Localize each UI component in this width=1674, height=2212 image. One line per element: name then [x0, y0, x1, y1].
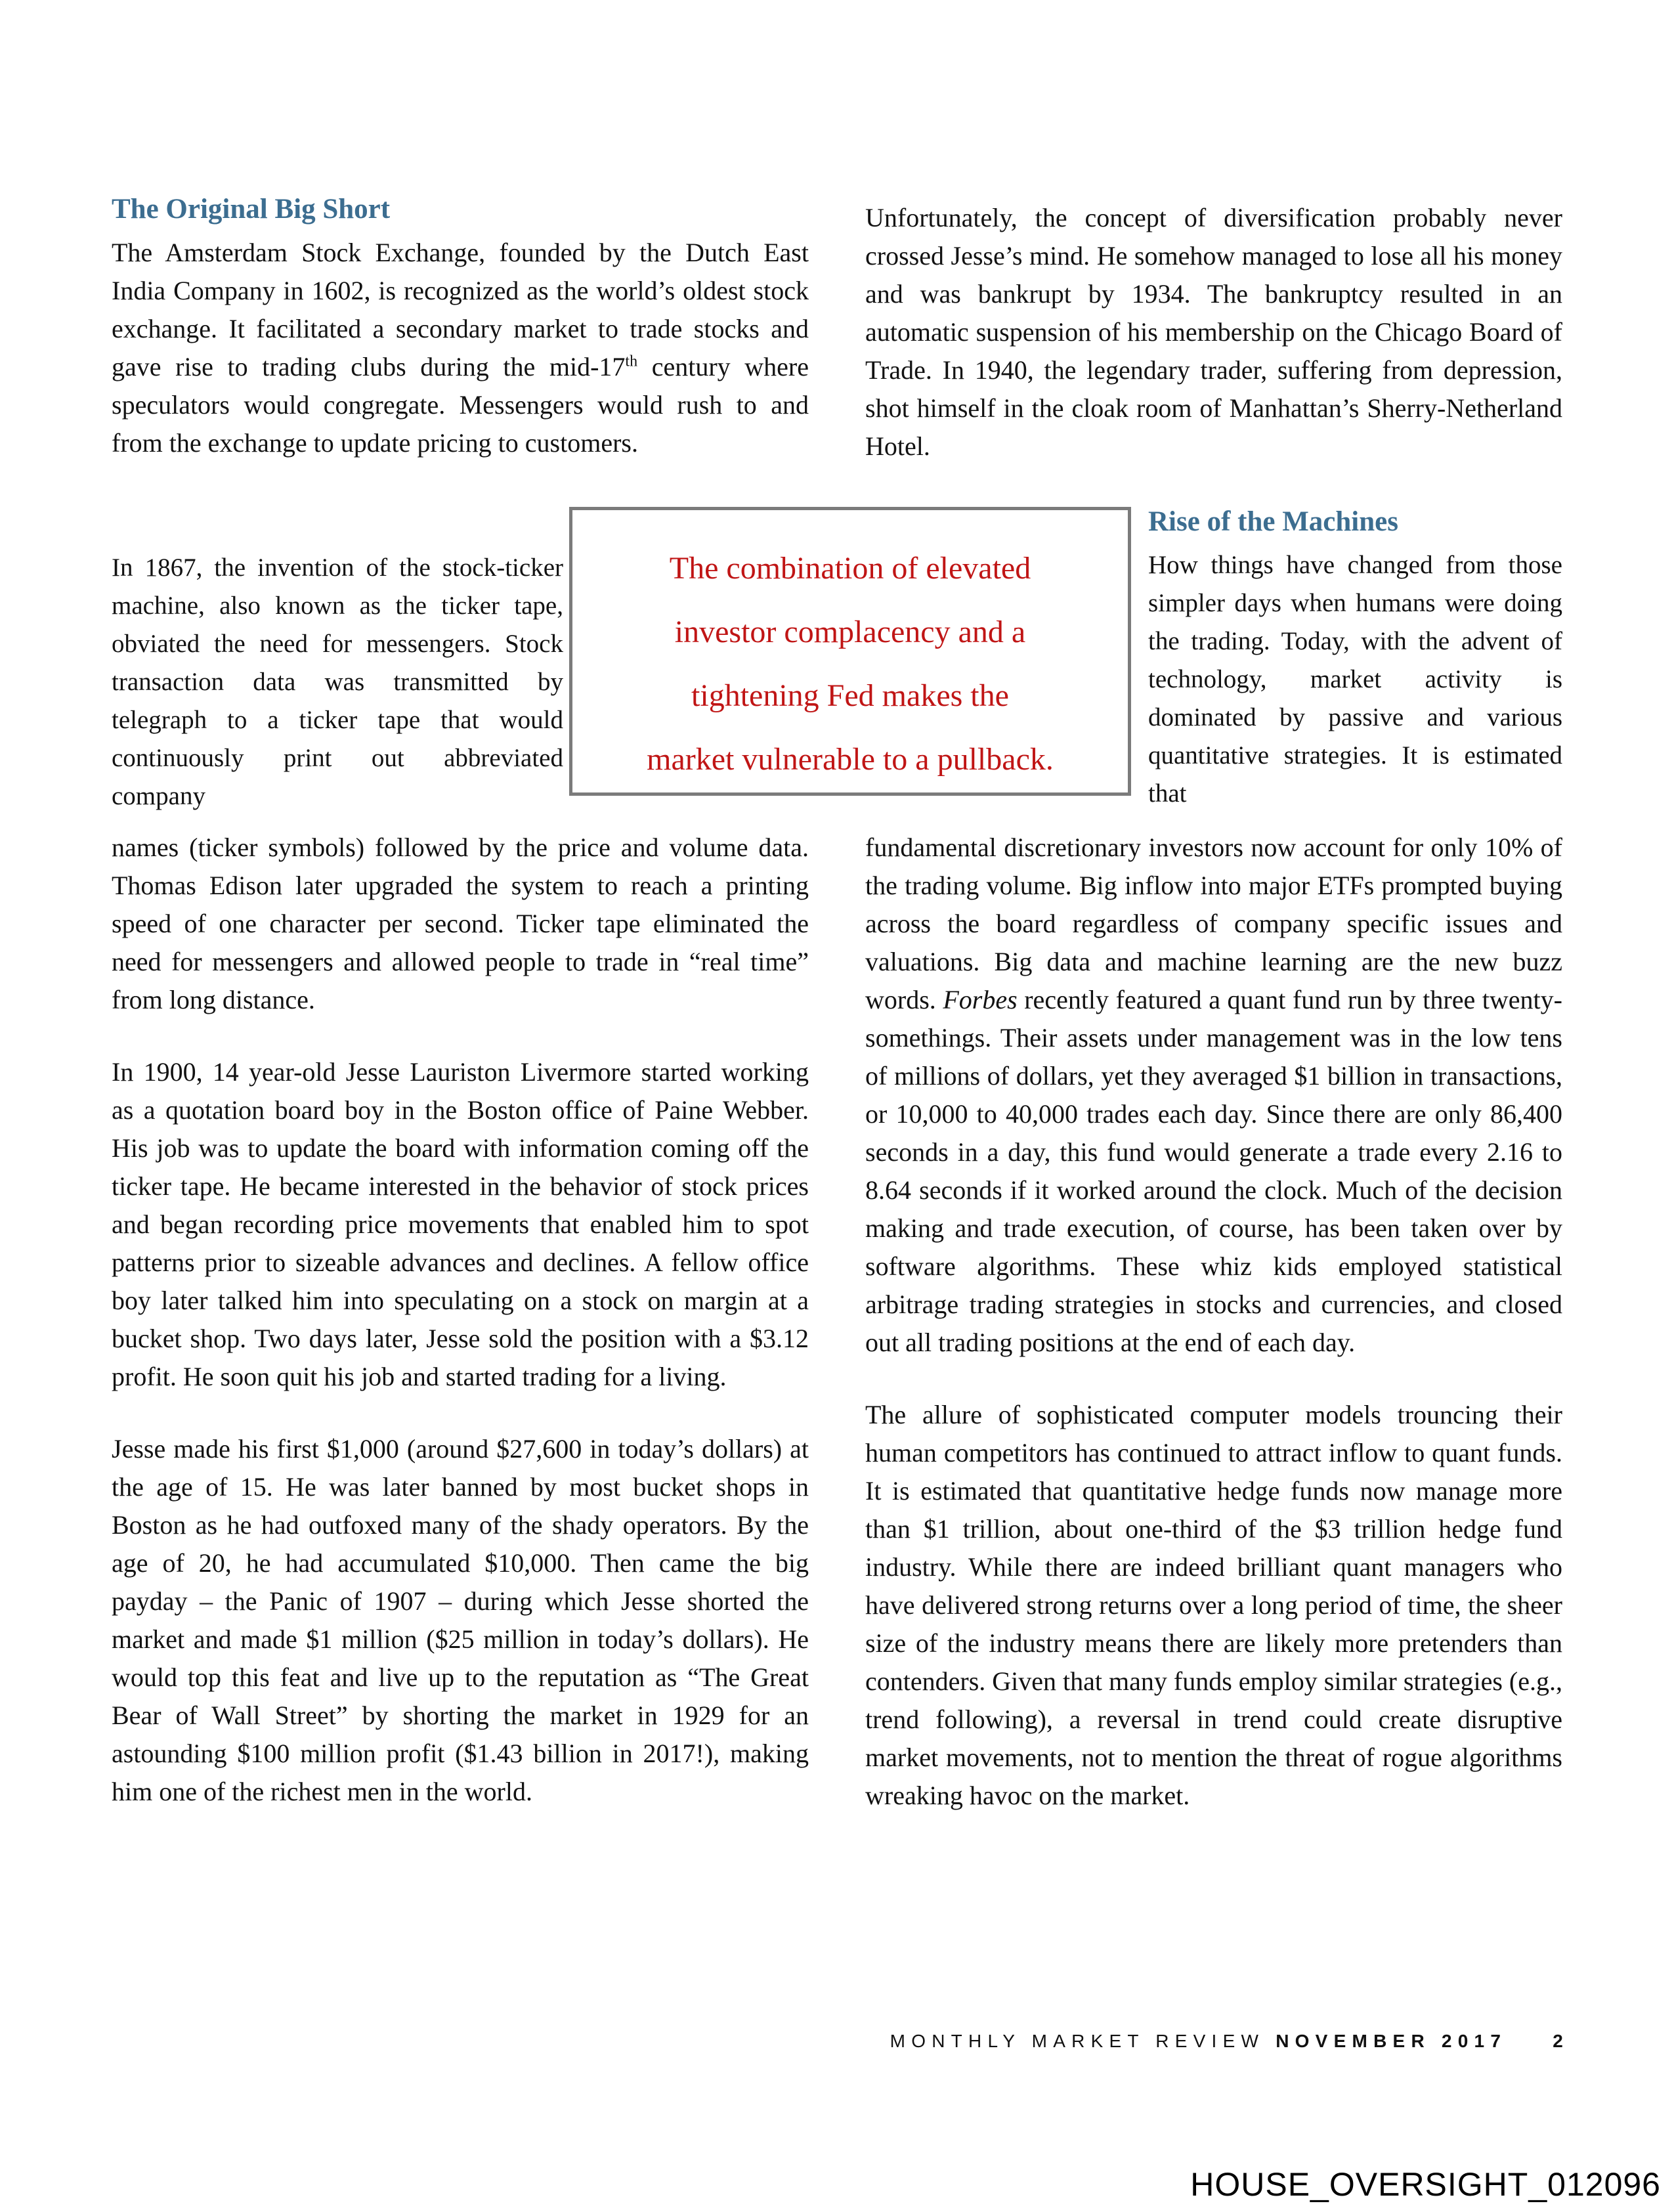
- section-heading-original-big-short: The Original Big Short: [112, 194, 391, 225]
- right-column-beside-quote: [1148, 506, 1562, 813]
- section-heading-rise-of-machines: Rise of the Machines: [1148, 506, 1398, 537]
- left-column-beside-quote: [112, 549, 563, 815]
- paragraph-jesse-livermore: In 1900, 14 year-old Jesse Lauriston Livermore started working as a quotation board boy in the Boston office of Paine Webber. His job was to update the board with information coming off the ticker tape. He became interested in the behavior of stock prices and began recording price movements that enabled him to spot patterns prior to sizeable advances and declines. A fellow office boy later talked him into speculating on a stock on margin at a bucket shop. Two days later, Jesse sold the position with a $3.12 profit. He soon quit his job and started trading for a living.: [112, 1057, 809, 1391]
- pull-quote-text: [591, 536, 1109, 791]
- paragraph-diversification: Unfortunately, the concept of diversification probably never crossed Jesse’s mind. He somehow managed to lose all his money and was bankrupt by 1934. The bankruptcy resulted in an automatic suspension of his membership on the Chicago Board of Trade. In 1940, the legendary trader, suffering from depression, shot himself in the cloak room of Manhattan’s Sherry-Netherland Hotel.: [865, 203, 1562, 461]
- left-column-top: [112, 193, 809, 462]
- footer-page-number: 2: [1553, 2031, 1569, 2051]
- paragraph-stock-ticker-continuation: names (ticker symbols) followed by the price and volume data. Thomas Edison later upgraded the system to reach a printing speed of one character per second. Ticker tape eliminated the need for messengers and allowed people to trade in “real time” from long distance.: [112, 833, 809, 1014]
- footer-review-label: MONTHLY MARKET REVIEW: [890, 2031, 1265, 2051]
- continuation-after-forbes: recently featured a quant fund run by three twenty-somethings. Their assets under management was in the low tens of millions of dollars, yet they averaged $1 billion in transactions, or 10,000 to 40,000 trades each day. Since there are only 86,400 seconds in a day, this fund would generate a trade every 2.16 to 8.64 seconds if it worked around the clock. Much of the decision making and trade execution, of course, has been taken over by software algorithms. These whiz kids employed statistical arbitrage trading strategies in stocks and currencies, and closed out all trading positions at the end of each day.: [865, 985, 1562, 1357]
- footer-issue-date: NOVEMBER 2017: [1276, 2031, 1507, 2051]
- paragraph-amsterdam-exchange: [112, 234, 809, 462]
- forbes-italic-word: Forbes: [943, 985, 1018, 1014]
- pull-quote-line-3: tightening Fed makes the: [691, 678, 1009, 713]
- pull-quote-line-4: market vulnerable to a pullback.: [647, 742, 1054, 777]
- paragraph-text-before-superscript: The Amsterdam Stock Exchange, founded by the Dutch East India Company in 1602, is recognized as the world’s oldest stock exchange. It facilitated a secondary market to trade stocks and gave rise to trading clubs during the mid-17: [112, 238, 809, 381]
- paragraph-quant-funds-continuation: [865, 829, 1562, 1362]
- bates-stamp-text: HOUSE_OVERSIGHT_012096: [1190, 2166, 1661, 2203]
- superscript-th: th: [625, 353, 638, 370]
- paragraph-text-after-superscript: century where speculators would congregate. Messengers would rush to and from the exchange to update pricing to customers.: [112, 352, 809, 458]
- right-column-bottom: [865, 829, 1562, 1815]
- bates-stamp: [1190, 2165, 1661, 2203]
- paragraph-stock-ticker-narrow: In 1867, the invention of the stock-ticker machine, also known as the ticker tape, obviated the need for messengers. Stock transaction data was transmitted by telegraph to a ticker tape that would continuously print out abbreviated company: [112, 553, 563, 810]
- pull-quote-line-2: investor complacency and a: [674, 615, 1026, 649]
- left-column-bottom: [112, 829, 809, 1811]
- pull-quote-line-1: The combination of elevated: [669, 551, 1031, 586]
- paragraph-how-things-changed-narrow: How things have changed from those simpler days when humans were doing the trading. Today, with the advent of technology, market activity is dominated by passive and various quantitative strategies. It is estimated that: [1148, 551, 1562, 808]
- page-footer: [890, 2031, 1569, 2052]
- pull-quote-box: [569, 507, 1131, 796]
- paragraph-allure-computer-models: The allure of sophisticated computer models trouncing their human competitors has continued to attract inflow to quant funds. It is estimated that quantitative hedge funds now manage more than $1 trillion, about one-third of the $3 trillion hedge fund industry. While there are indeed brilliant quant managers who have delivered strong returns over a long period of time, the sheer size of the industry means there are likely more pretenders than contenders. Given that many funds employ similar strategies (e.g., trend following), a reversal in trend could create disruptive market movements, not to mention the threat of rogue algorithms wreaking havoc on the market.: [865, 1400, 1562, 1810]
- paragraph-jesse-first-thousand: Jesse made his first $1,000 (around $27,600 in today’s dollars) at the age of 15. He was later banned by most bucket shops in Boston as he had outfoxed many of the shady operators. By the age of 20, he had accumulated $10,000. Then came the big payday – the Panic of 1907 – during which Jesse shorted the market and made $1 million ($25 million in today’s dollars). He would top this feat and live up to the reputation as “The Great Bear of Wall Street” by shorting the market in 1929 for an astounding $100 million profit ($1.43 billion in 2017!), making him one of the richest men in the world.: [112, 1434, 809, 1806]
- continuation-before-forbes: fundamental discretionary investors now account for only 10% of the trading volume. Big inflow into major ETFs prompted buying across the board regardless of company specific issues and valuations. Big data and machine learning are the new buzz words.: [865, 833, 1562, 1014]
- right-column-top: [865, 199, 1562, 466]
